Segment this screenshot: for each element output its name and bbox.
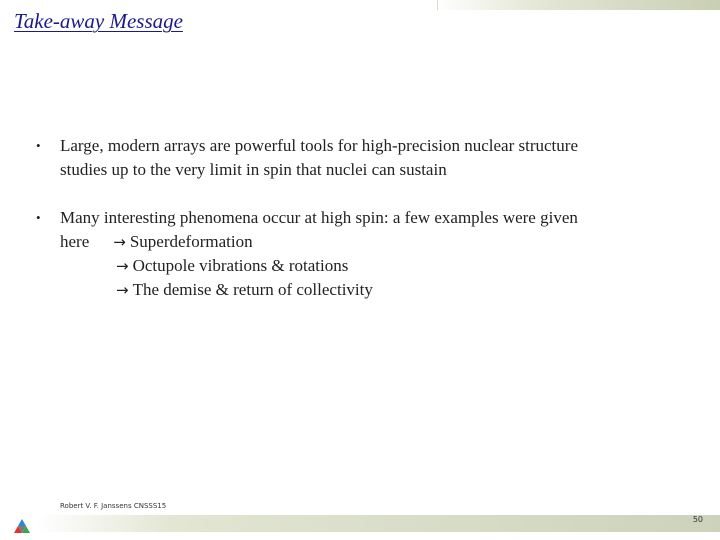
bullet-1-text <box>60 134 700 182</box>
example-collectivity: The demise & return of collectivity <box>132 280 373 299</box>
top-decorative-band <box>437 0 720 10</box>
argonne-logo-icon <box>13 518 31 534</box>
bullet-1-line-2: studies up to the very limit in spin that nuclei can sustain <box>60 160 447 179</box>
footer-decorative-band <box>36 515 720 532</box>
example-line-3 <box>60 278 700 302</box>
bullet-marker: • <box>36 210 41 225</box>
bullet-2-line-1: Many interesting phenomena occur at high spin: a few examples were given <box>60 208 578 227</box>
bullet-marker: • <box>36 138 41 153</box>
bullet-2-text <box>60 206 700 302</box>
top-band-divider <box>437 0 438 10</box>
arrow-icon: → <box>116 281 129 299</box>
arrow-icon: → <box>113 233 126 251</box>
bullet-2-line-2 <box>60 230 700 254</box>
example-line-2 <box>60 254 700 278</box>
example-superdeformation: Superdeformation <box>129 232 253 251</box>
slide-title: Take-away Message <box>14 9 183 33</box>
example-octupole: Octupole vibrations & rotations <box>132 256 349 275</box>
bullet-2-line-2-text: here <box>60 232 90 251</box>
bullet-1-line-1: Large, modern arrays are powerful tools for high-precision nuclear structure <box>60 136 578 155</box>
arrow-icon: → <box>116 257 129 275</box>
page-number: 50 <box>692 515 703 524</box>
footer-author: Robert V. F. Janssens CNSSS15 <box>60 502 167 510</box>
